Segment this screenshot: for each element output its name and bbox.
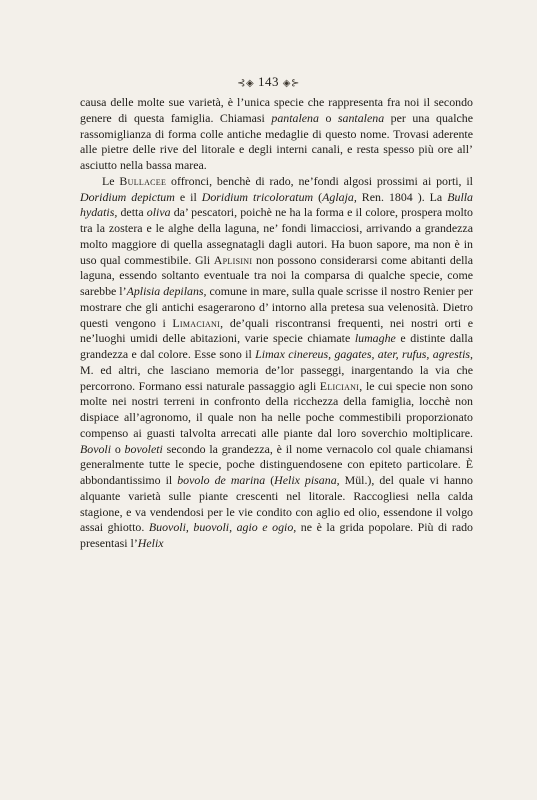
italic-run: Helix pisana, (274, 473, 340, 487)
smallcaps-run: Aplisini (213, 252, 253, 267)
smallcaps-run: Eliciani, (319, 378, 363, 393)
italic-run: lumaghe (354, 331, 396, 346)
text-run: M. ed altri, che lasciano memoria de’lor passeggi, inargentando la via che percorrono. Formano essi naturale passaggio agli (80, 362, 473, 393)
text-run: ( (265, 473, 275, 487)
smallcaps-run: Bullacee (119, 173, 167, 188)
text-run: comune in mare, sulla quale scrisse il nostro Renier per mostrare che gli antichi esagerarono d’ intorno alla pretesa sua velenosità. Dietro questi vengono i (80, 284, 473, 330)
text-run: per una qualche rassomiglianza di forma colle antiche medaglie di questo nome. Trovasi aderente alle pietre delle rive del litorale e degli interni canali, e resta spesso più ore all’ asciutto nella bassa marea. (80, 110, 474, 172)
italic-run: oliva (146, 205, 171, 220)
text-run: e distinte dalla grandezza e dal colore. Esse sono il (80, 331, 473, 361)
text-run: ( (313, 189, 323, 204)
text-run: le cui specie non sono molte nei nostri terreni in confronto della ricchezza della famiglia, locchè non dispiace all’agronomo, il quale non ha nelle poche commestibili proporzionato compenso ai guasti talvolta arrecati alle piante dal loro soverchio moltiplicare. (80, 378, 473, 440)
smallcaps-run: Limaciani, (172, 315, 224, 330)
italic-run: bovoleti (124, 441, 163, 456)
text-run: causa delle molte sue varietà, è l’unica specie che rappresenta fra noi il secondo genere di questa famiglia. Chiamasi (80, 95, 473, 125)
ornament-left: ⊰◈ (237, 78, 255, 89)
italic-run: Helix (137, 536, 164, 550)
paragraph-1 (80, 95, 473, 174)
italic-run: Buovoli, buovoli, agio e ogio, (148, 520, 297, 535)
text-run: ne è la grida popolare. Più di rado presentasi l’ (80, 520, 473, 550)
text-run: detta (117, 205, 147, 220)
text-run: Le (102, 173, 120, 188)
text-run: offronci, benchè di rado, ne’fondi algosi prossimi ai porti, il (166, 173, 473, 188)
paragraph-2 (80, 174, 473, 552)
text-run: non possono considerarsi come abitanti della laguna, essendo soltanto eventuale tra noi la comparsa di qualche specie, come sarebbe l’ (80, 252, 473, 298)
italic-run: pantalena (271, 110, 319, 125)
italic-run: Aglaja, (322, 189, 357, 204)
text-run: o (111, 441, 125, 456)
text-run: Mül.), del quale vi hanno alquante varietà sulle piante crescenti nel litorale. Raccogliesi nella calda stagione, e va vendendosi per le vie condito con aglio ed olio, essendone il volgo assai ghiotto. (80, 473, 473, 535)
ornament-right: ◈⊱ (282, 78, 300, 89)
text-run: o (318, 110, 338, 125)
italic-run: santalena (337, 110, 385, 125)
page-header (0, 74, 537, 90)
text-run: e il (174, 189, 202, 204)
italic-run: bovolo de marina (177, 473, 266, 487)
italic-run: Aplisia depilans, (126, 284, 207, 298)
italic-run: Bulla hydatis, (80, 189, 473, 220)
page-number: 143 (258, 74, 279, 89)
text-run: secondo la grandezza, è il nome vernacolo col quale chiamansi generalmente tutte le specie, poche distinguendosene con epiteto particolare. È abbondantissimo il (80, 441, 473, 487)
italic-run: Bovoli (80, 441, 112, 456)
text-run: de’quali riscontransi frequenti, nei nostri orti e ne’luoghi umidi delle abitazioni, varie specie chiamate (80, 315, 473, 346)
body-text (80, 95, 473, 552)
text-run: Ren. 1804 ). La (356, 189, 448, 204)
text-run: da’ pescatori, poichè ne ha la forma e il colore, prospera molto tra la zostera e le alghe della laguna, ne’ fondi limacciosi, arrivando a grandezza molto maggiore di quella assegnatagli dagli autori. Ha buon sapore, ma non è in uso qual commestibile. Gli (80, 205, 473, 267)
italic-run: Doridium depictum (80, 189, 175, 204)
italic-run: Limax cinereus, gagates, ater, rufus, agrestis, (255, 347, 473, 361)
italic-run: Doridium tricoloratum (201, 189, 314, 204)
